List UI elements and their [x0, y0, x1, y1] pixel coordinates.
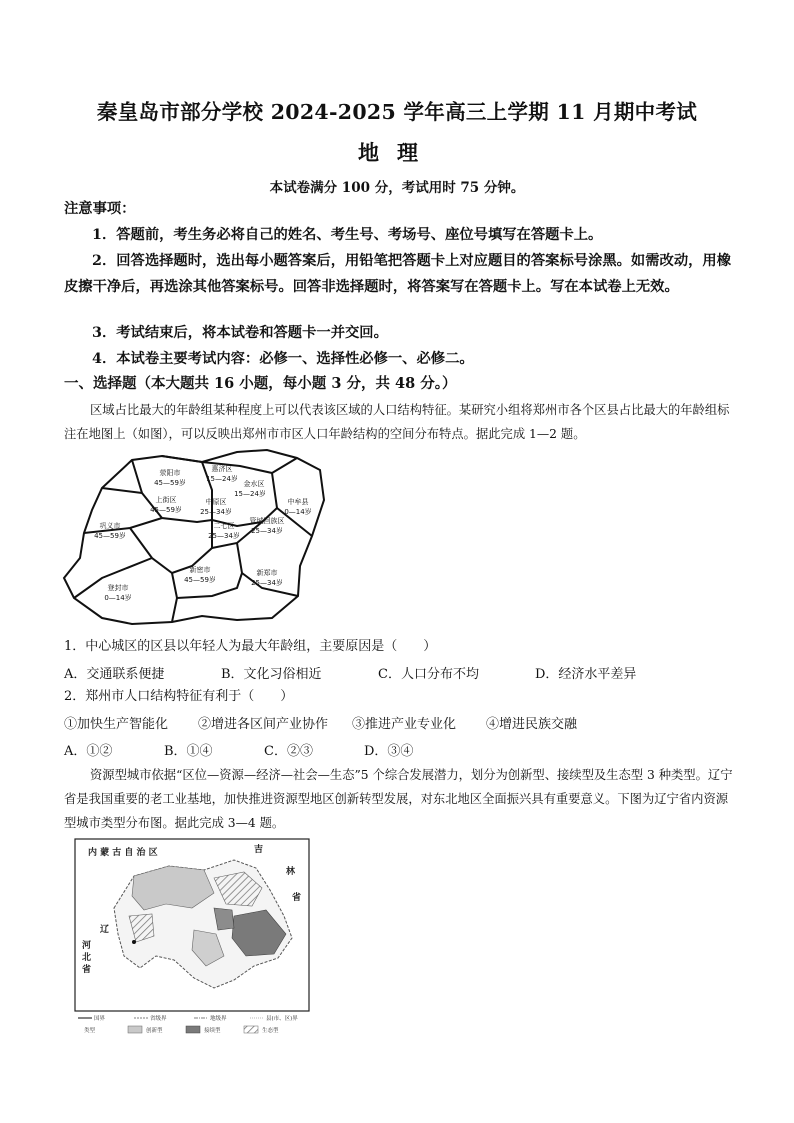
map1-region-name: 中原区 [205, 498, 227, 506]
legend-successive: 接续型 [204, 1028, 221, 1034]
map2-label-hebei: 河 [82, 941, 92, 951]
map1-region-name: 新郑市 [256, 569, 278, 577]
legend-innovative: 创新型 [146, 1028, 163, 1034]
legend-ecological: 生态型 [262, 1028, 279, 1034]
legend-county-border: 县(市、区)界 [266, 1016, 298, 1022]
q2-option-a[interactable]: A．①② [64, 744, 113, 759]
map1-region-name: 中牟县 [287, 498, 309, 506]
legend-type-label: 类型 [84, 1028, 96, 1034]
map1-region-name: 惠济区 [211, 465, 233, 473]
map1-region-age: 25—34岁 [251, 527, 283, 535]
map2-label-jilin: 林 [286, 867, 296, 877]
map1-region-age: 45—59岁 [94, 532, 126, 540]
notice-item-1: 1．答题前，考生务必将自己的姓名、考生号、考场号、座位号填写在答题卡上。 [92, 227, 603, 243]
question-2-stem: 2．郑州市人口结构特征有利于（ ） [64, 689, 294, 704]
question-1-stem: 1．中心城区的区县以年轻人为最大年龄组，主要原因是（ ） [64, 639, 437, 654]
subject-text: 地理 [358, 140, 436, 165]
map1-region-name: 上街区 [155, 496, 177, 504]
passage-1: 区域占比最大的年龄组某种程度上可以代表该区域的人口结构特征。某研究小组将郑州市各个区县占比最大的年龄组标注在地图上（如图），可以反映出郑州市市区人口年龄结构的空间分布特点。据此完成 1—2 题。 [64, 403, 730, 441]
map1-region-name: 新密市 [189, 566, 211, 574]
exam-title: 秦皇岛市部分学校 2024-2025 学年高三上学期 11 月期中考试 [96, 100, 698, 124]
q2-option-b[interactable]: B．①④ [164, 744, 213, 759]
question-2-choices [64, 713, 744, 732]
map1-border-g [84, 518, 162, 533]
map2-label-hebei: 北 [82, 953, 92, 963]
score-note: 本试卷满分 100 分，考试用时 75 分钟。 [269, 180, 525, 196]
q2-choice-2: ②增进各区间产业协作 [198, 717, 329, 732]
zhengzhou-map [62, 448, 330, 626]
map1-region-age: 25—34岁 [251, 579, 283, 587]
map1-region-age: 25—34岁 [200, 508, 232, 516]
passage-2: 资源型城市依据“区位—资源—经济—社会—生态”5 个综合发展潜力，划分为创新型、接续型及生态型 3 种类型。辽宁省是我国重要的老工业基地，加快推进资源型地区创新转型发展，对东北地区全面振兴具有重要意义。下图为辽宁省内资源型城市类型分布图。据此完成 3—4 题。 [64, 768, 733, 830]
map1-region-age: 0—14岁 [284, 508, 312, 516]
map1-region-name: 管城回族区 [249, 517, 285, 525]
q1-option-d[interactable]: D．经济水平差异 [535, 667, 637, 682]
legend-prefecture-border: 地级界 [210, 1016, 227, 1022]
map1-region-name: 荥阳市 [159, 469, 181, 477]
map1-border-k [172, 573, 177, 622]
notice-item-4: 4．本试卷主要考试内容：必修一、选择性必修一、必修二。 [92, 351, 474, 367]
q2-choice-1: ①加快生产智能化 [64, 717, 169, 732]
map1-region-age: 25—34岁 [208, 532, 240, 540]
legend-provincial-border: 省级界 [150, 1016, 167, 1022]
question-2-options [64, 740, 744, 759]
map1-border-m [74, 558, 152, 598]
map1-region-age: 15—24岁 [234, 490, 266, 498]
q2-choice-3: ③推进产业专业化 [352, 717, 457, 732]
notice-item-3: 3．考试结束后，将本试卷和答题卡一并交回。 [92, 325, 388, 341]
map2-label-liao: 辽 [100, 925, 110, 935]
map2-label-jilin: 省 [292, 893, 302, 903]
legend-national-border: 国界 [94, 1016, 106, 1022]
map2-label-hebei: 省 [82, 965, 92, 975]
q1-option-b[interactable]: B．文化习俗相近 [221, 667, 322, 682]
map1-region-age: 45—59岁 [150, 506, 182, 514]
q1-option-c[interactable]: C．人口分布不均 [378, 667, 479, 682]
map1-region-age: 45—59岁 [154, 479, 186, 487]
map1-region-age: 0—14岁 [104, 594, 132, 602]
section-choice-heading: 一、选择题（本大题共 16 小题，每小题 3 分，共 48 分。） [64, 375, 457, 392]
map1-border-d [272, 458, 297, 473]
map2-label-inner-mongolia: 内 蒙 古 自 治 区 [88, 848, 158, 858]
map1-region-name: 巩义市 [99, 522, 121, 530]
q1-option-a[interactable]: A．交通联系便捷 [64, 667, 165, 682]
map2-capital-dot [132, 940, 136, 944]
map2-label-jilin: 吉 [254, 845, 264, 855]
map1-border-f [102, 488, 142, 493]
question-1-options [64, 663, 744, 682]
q2-option-d[interactable]: D．③④ [364, 744, 414, 759]
notice-item-2: 2．回答选择题时，选出每小题答案后，用铅笔把答题卡上对应题目的答案标号涂黑。如需改动，用橡皮擦干净后，再选涂其他答案标号。回答非选择题时，将答案写在答题卡上。写在本试卷上无效。 [64, 253, 732, 295]
subject-title [0, 137, 794, 167]
liaoning-map [74, 838, 310, 1038]
map1-region-name: 二七区 [213, 522, 235, 530]
map1-region-age: 15—24岁 [206, 475, 238, 483]
map1-region-name: 金水区 [243, 480, 265, 488]
q2-option-c[interactable]: C．②③ [264, 744, 313, 759]
map1-region-age: 45—59岁 [184, 576, 216, 584]
notice-heading: 注意事项： [64, 201, 136, 217]
map1-region-name: 登封市 [107, 584, 129, 592]
q2-choice-4: ④增进民族交融 [486, 717, 578, 732]
